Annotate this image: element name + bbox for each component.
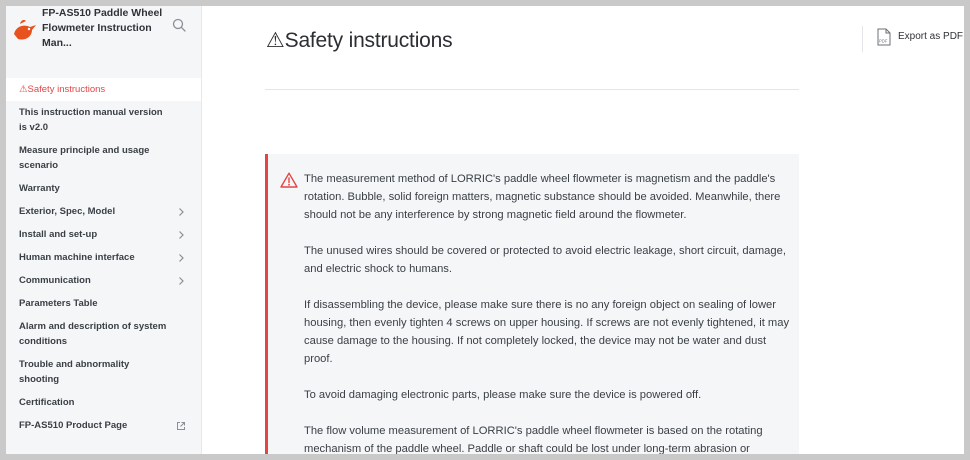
sidebar-item[interactable] [6, 223, 202, 246]
sidebar-item[interactable] [6, 292, 202, 315]
sidebar-item[interactable] [6, 315, 202, 353]
sidebar-item-label: Certification [19, 397, 75, 408]
sidebar-item-label: Exterior, Spec, Model [19, 206, 116, 217]
sidebar-item[interactable] [6, 391, 202, 414]
svg-text:PDF: PDF [879, 38, 888, 44]
sidebar-item[interactable] [6, 139, 202, 177]
sidebar-item-label: Alarm and description of system conditions [19, 321, 167, 347]
page-title-text: Safety instructions [284, 29, 453, 52]
title-divider [265, 89, 799, 90]
export-pdf-button[interactable] [862, 26, 964, 52]
sidebar-item[interactable] [6, 269, 202, 292]
sidebar-nav [6, 78, 202, 437]
brand-title[interactable]: FP-AS510 Paddle Wheel Flowmeter Instruction Man... [42, 7, 163, 49]
page-title [266, 28, 452, 53]
sidebar-item-label: ⚠Safety instructions [19, 84, 106, 95]
sidebar-item-label: This instruction manual version is v2.0 [19, 107, 163, 133]
app-window [6, 6, 964, 454]
sidebar-item[interactable] [6, 78, 202, 101]
chevron-right-icon[interactable] [176, 276, 186, 286]
chevron-right-icon[interactable] [176, 253, 186, 263]
brand-header [6, 6, 202, 56]
warning-triangle-icon [280, 172, 298, 188]
chevron-right-icon[interactable] [176, 230, 186, 240]
search-icon[interactable] [172, 18, 186, 32]
callout-paragraph: The measurement method of LORRIC's paddle wheel flowmeter is magnetism and the paddle's rotation. Bubble, solid foreign matters, magnetic substance should be avoided. Meanwhile, there should not be any interference by strong magnetic field around the flowmeter. [304, 173, 781, 221]
sidebar-item-label: Parameters Table [19, 298, 98, 309]
sidebar-item[interactable] [6, 200, 202, 223]
sidebar-item-label: Install and set-up [19, 229, 98, 240]
sidebar [6, 6, 202, 454]
external-link-icon [176, 421, 186, 431]
pdf-file-icon [877, 28, 891, 46]
callout-body [304, 170, 790, 454]
callout-paragraph: The flow volume measurement of LORRIC's paddle wheel flowmeter is based on the rotating mechanism of the paddle wheel. Paddle or shaft could be lost under long-term abrasion or [304, 425, 763, 454]
callout-paragraph: If disassembling the device, please make sure there is no any foreign object on sealing of lower housing, then evenly tighten 4 screws on upper housing. If screws are not evenly tightened, it may cause damage to the housing. If not completely locked, the device may not be water and dust proof. [304, 299, 790, 365]
callout-paragraph: The unused wires should be covered or protected to avoid electric leakage, short circuit, damage, and electric shock to humans. [304, 245, 786, 275]
sidebar-item-label: Warranty [19, 183, 60, 194]
callout-paragraph: To avoid damaging electronic parts, please make sure the device is powered off. [304, 389, 702, 401]
chevron-right-icon[interactable] [176, 207, 186, 217]
logo-icon[interactable] [10, 12, 38, 48]
sidebar-item[interactable] [6, 414, 202, 437]
sidebar-item-label: Communication [19, 275, 91, 286]
warning-callout [265, 154, 799, 454]
sidebar-item-label: Human machine interface [19, 252, 135, 263]
export-pdf-label: Export as PDF [898, 31, 964, 42]
sidebar-item-label: Measure principle and usage scenario [19, 145, 150, 171]
sidebar-item[interactable] [6, 101, 202, 139]
sidebar-item[interactable] [6, 246, 202, 269]
sidebar-item[interactable] [6, 177, 202, 200]
warning-icon: ⚠ [266, 29, 285, 52]
sidebar-item-label: FP-AS510 Product Page [19, 420, 128, 431]
sidebar-item[interactable] [6, 353, 202, 391]
sidebar-item-label: Trouble and abnormality shooting [19, 359, 130, 385]
